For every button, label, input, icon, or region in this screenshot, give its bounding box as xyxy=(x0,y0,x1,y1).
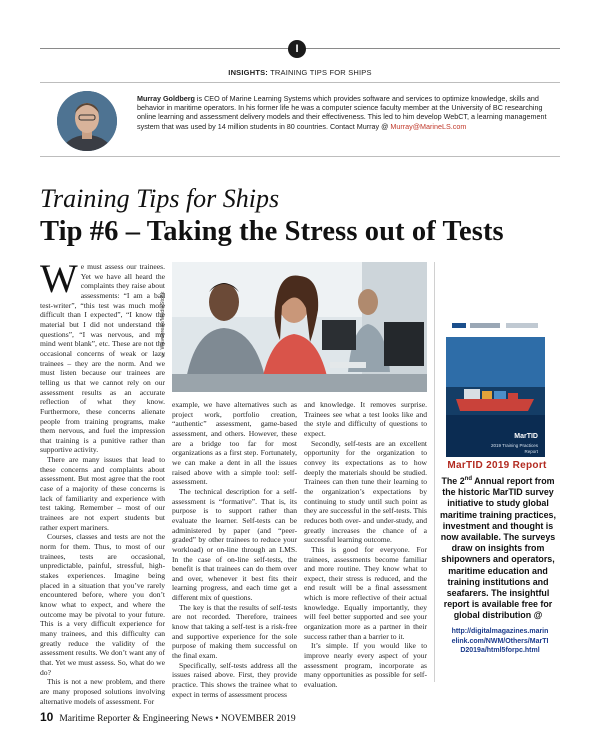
page-footer xyxy=(40,710,296,724)
sidebar-body-superscript: nd xyxy=(464,476,472,482)
sidebar-divider xyxy=(434,262,435,682)
paragraph xyxy=(40,256,165,455)
paragraph: It’s simple. If you would like to improve nearly every aspect of your assessment program, incorporate as many opportunities as possible for self-evaluation. xyxy=(304,641,427,690)
classroom-photo-icon xyxy=(172,262,427,392)
paragraph: and knowledge. It removes surprise. Trainees see what a test looks like and the style and difficulty of questions to expect. xyxy=(304,400,427,438)
paragraph: This is good for everyone. For trainees, assessments become familiar and more routine. They know what to expect, their stress is reduced, and the end result will be a final assessment which is more reflective of their actual knowledge. Equally importantly, they will feel better supported and see your organization more as a partner in their success rather than a barrier to it. xyxy=(304,544,427,641)
report-cover[interactable] xyxy=(446,315,545,457)
section-label xyxy=(0,68,600,77)
sidebar-body xyxy=(440,474,556,622)
drop-cap: W xyxy=(40,256,78,301)
bio-rule-top xyxy=(40,82,560,83)
paragraph: The key is that the results of self-tests are not recorded. Therefore, trainees know that taking a self-test is a risk-free and supportive experience for the sole purpose of making them successful on the final exam. xyxy=(172,602,297,661)
article-photo xyxy=(172,262,427,392)
article-headline: Tip #6 – Taking the Stress out of Tests xyxy=(40,216,504,247)
article-column-3 xyxy=(304,400,427,690)
author-bio xyxy=(137,94,553,131)
section-label-bold: INSIGHTS: xyxy=(228,68,268,77)
paragraph: example, we have alternatives such as project work, portfolio creation, “authentic” assessment, game-based assessment, and others. However, these are a bridge too far for most organizations as a first step. Fortunately, we can make a dent in all the issues raised above with a simple tool: self-assessment. xyxy=(172,400,297,487)
report-cover-subtitle: 2019 Training Practices Report xyxy=(490,443,538,454)
paragraph-text: e must assess our trainees. Yet we have all heard the complaints they raise about assessments: “I am a bad test-writer”, “this test was much more difficult than I expected”, “I know the material but I did not understand the questions”, “I was nervous, and my mind went blank”, etc. These are not the occasional concerns of weak or lazy trainees – they are the norm. And we must listen because our trainees are telling us that we cannot rely on our assessment results as an accurate reflection of what they know. Furthermore, these concerns alienate people from training programs, make them nervous, and fuel the impression that training is a punitive rather than supportive activity. xyxy=(40,262,165,455)
paragraph: Courses, classes and tests are not the norm for them. Thus, to most of our trainees, tests are occasional, unpredictable, painful, stressful, high-stakes experiences. Imagine being placed in a situation that you’ve rarely encountered before, where you don’t know what to expect, and where the outcome may be pivotal to your future. This is a very difficult experience for many trainees, and this difficulty can greatly reduce the validity of the assessment results. We don’t want any of that. Yet we must assess. So, what do we do? xyxy=(40,532,165,677)
paragraph: The technical description for a self-assessment is “formative”. That is, its purpose is to support rather than evaluate the learner. Self-tests can be administered by paper (and “peer-graded” by other trainees to reduce your workload) or on-line through an LMS. In the case of on-line self-tests, the benefit is that trainees can do them over and over, whenever it best fits their learning progress, and each time get a different mix of questions. xyxy=(172,486,297,603)
article-kicker: Training Tips for Ships xyxy=(40,184,280,213)
report-cover-title: MarTID xyxy=(514,433,538,440)
author-email-link[interactable]: Murray@MarineLS.com xyxy=(390,121,467,131)
sidebar-body-text: Annual report from the historic MarTID survey initiative to study global maritime training practices, investment and thought is now available. The surveys draw on insights from shipowners and operators, maritime education and training institutions and seafarers. The insightful report is available free for global distribution @ xyxy=(440,475,556,621)
author-bio-text: is CEO of Marine Learning Systems which provides software and services to optimize knowledge, skills and behavior in maritime operators. In his former life he was a computer science faculty member at the University of BC researching online learning and assessment delivery models and their effectiveness. This led to him develop WebCT, a learning management system that was used by 14 million students in 80 countries. Contact Murray @ xyxy=(137,94,547,131)
author-portrait-icon xyxy=(57,91,117,151)
paragraph: This is not a new problem, and there are many proposed solutions involving alternative models of assessment. For xyxy=(40,677,165,706)
paragraph: There are many issues that lead to these concerns and complaints about assessment. But most agree that the root case of a majority of these concerns is lack of familiarity and experience with test taking. Remember – most of our trainees are not expert students but rather expert mariners. xyxy=(40,455,165,532)
report-download-link[interactable]: http://digitalmagazines.marinelink.com/NWM/Others/MarTID2019a/html5forpc.html xyxy=(451,628,549,654)
author-name: Murray Goldberg xyxy=(137,94,195,103)
author-avatar xyxy=(57,91,117,151)
photo-credit: © Wavebreak/MediaStock xyxy=(160,291,166,357)
paragraph: Secondly, self-tests are an excellent opportunity for the organization to convey its expectations as to how deeply the materials should be studied. Trainees can then tune their learning to the organization’s expectations by continuing to study until such point as they are successful in the self-tests. This reduces both over- and under-study, and greatly increases the chance of a successful learning outcome. xyxy=(304,438,427,545)
section-badge: I xyxy=(288,40,306,58)
sidebar-title: MarTID 2019 Report xyxy=(447,460,547,471)
page-number: 10 xyxy=(40,710,54,724)
bio-rule-bottom xyxy=(40,156,560,157)
article-column-2 xyxy=(172,400,297,699)
publication-name: Maritime Reporter & Engineering News • NOVEMBER 2019 xyxy=(59,714,296,724)
paragraph: Specifically, self-tests address all the issues raised above. First, they provide practice. This shows the trainee what to expect in terms of assessment process xyxy=(172,660,297,699)
article-column-1 xyxy=(40,256,165,706)
section-topic: TRAINING TIPS FOR SHIPS xyxy=(268,68,372,77)
sidebar-body-text: The 2 xyxy=(441,475,465,486)
